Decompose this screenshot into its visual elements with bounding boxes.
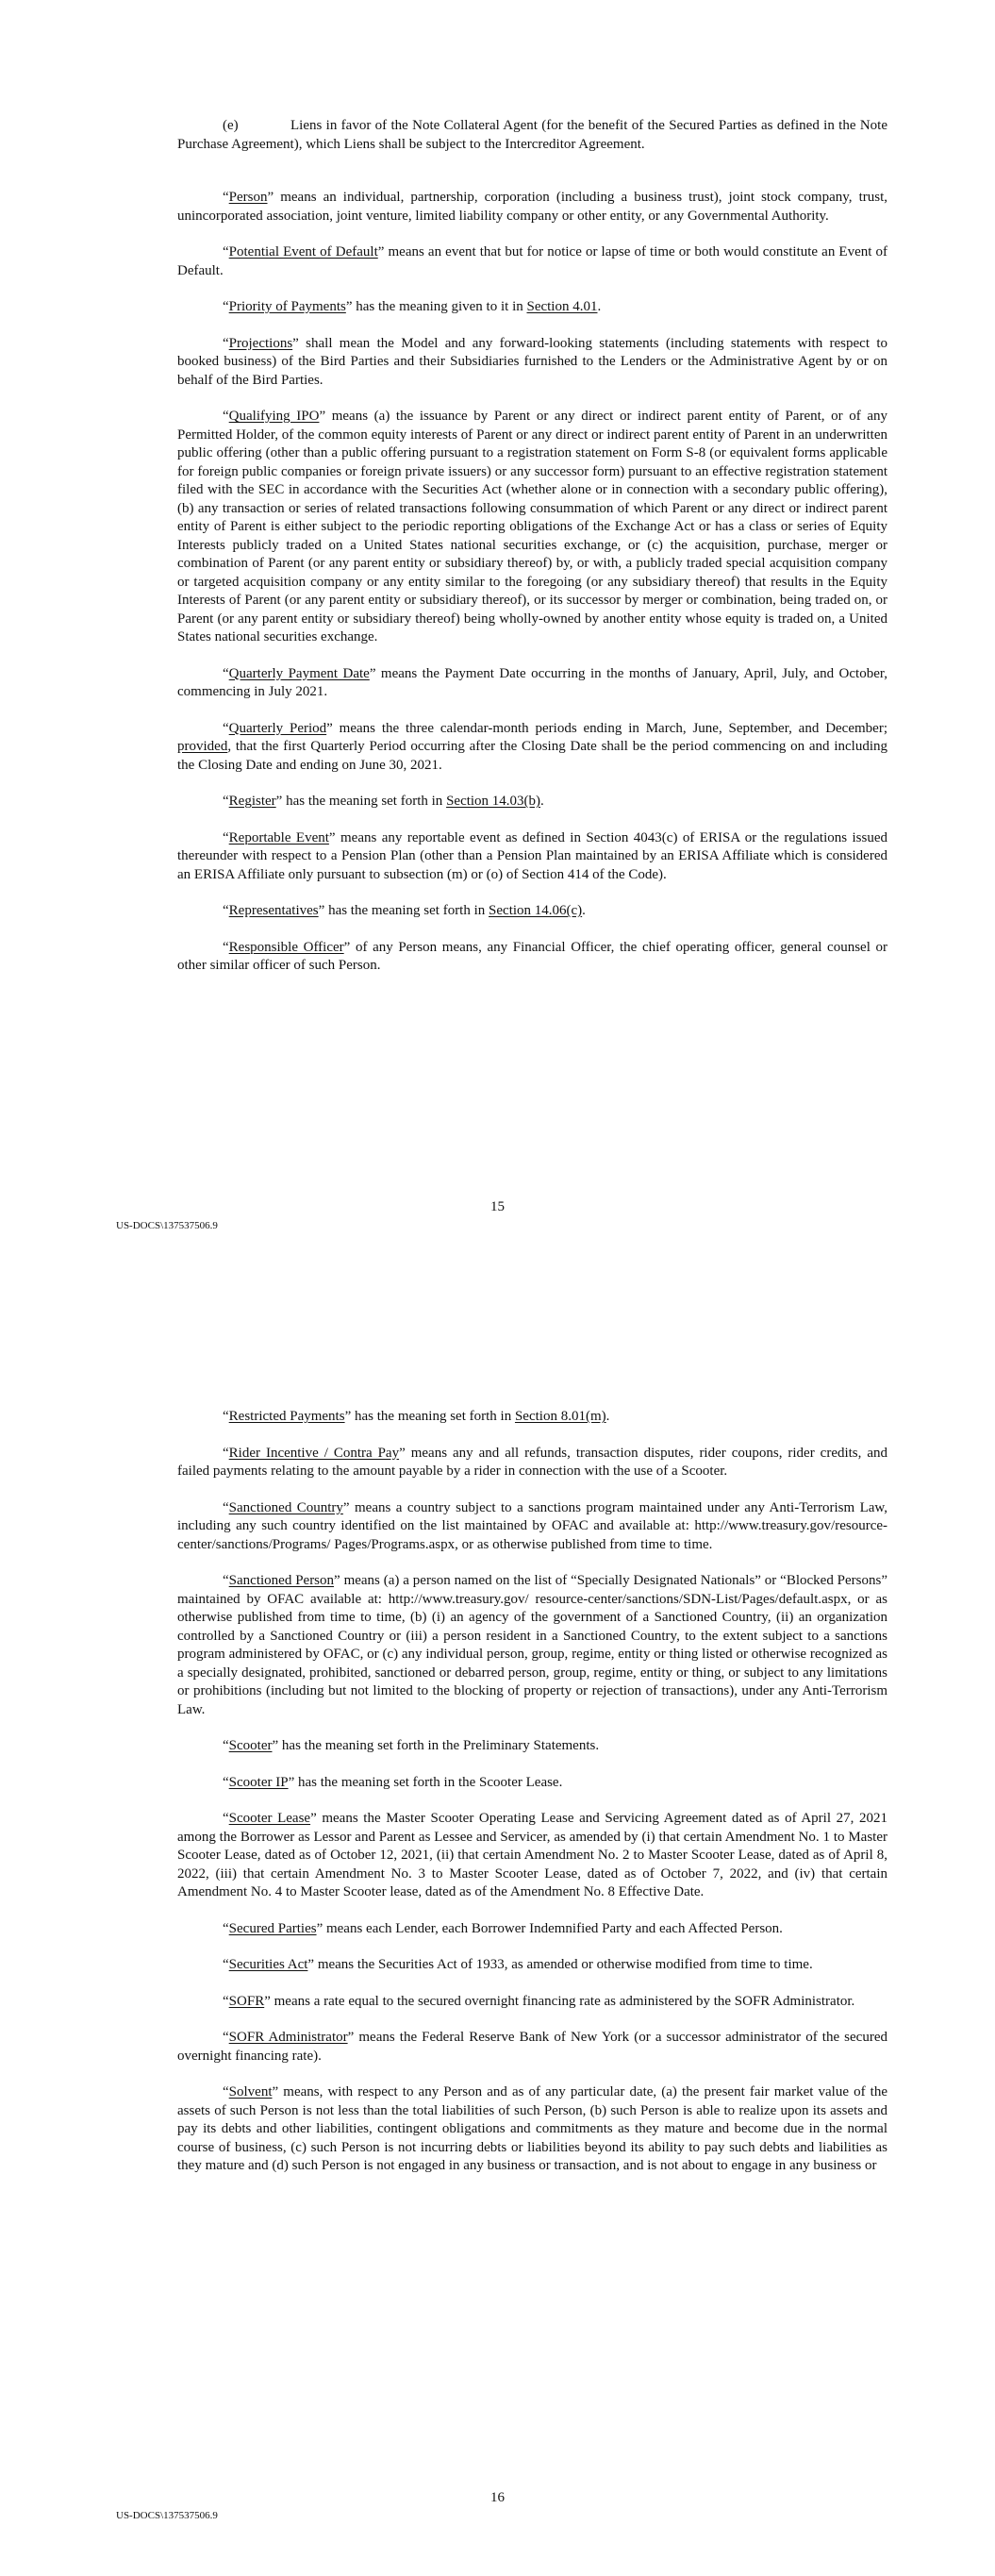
definition-text: has the meaning set forth in the Preliminary Statements.: [278, 1738, 600, 1753]
defined-term: Secured Parties: [228, 1920, 317, 1936]
defined-term: Rider Incentive / Contra Pay: [228, 1445, 400, 1461]
defined-term: Qualifying IPO: [228, 409, 320, 424]
defined-term: Scooter: [228, 1738, 273, 1753]
definition-paragraph: “Register” has the meaning set forth in Section 14.03(b).: [223, 794, 544, 809]
defined-term: Scooter Lease: [228, 1811, 311, 1826]
definition-text: of any Person means, any Financial Officer, the chief operating officer, general counsel or other similar officer of such Person.: [177, 939, 887, 973]
definition-paragraph: “Secured Parties” means each Lender, each Borrower Indemnified Party and each Affected Person.: [223, 1920, 783, 1936]
page-number: 16: [490, 2490, 505, 2505]
definition-text: means, with respect to any Person and as of any particular date, (a) the present fair market value of the assets of such Person is not less than the total liabilities of such Person, (b) such Person is able to realize upon its assets and pay its debts and other liabilities, contingent obligations and commitments as they mature and become due in the normal course of business, (c) such Person is not incurring debts or liabilities beyond its ability to pay such debts and liabilities as they mature and (d) such Person is not engaged in any business or transaction, and is not about to engage in any business or: [177, 2084, 887, 2173]
definition-paragraph: “SOFR” means a rate equal to the secured overnight financing rate as administered by the SOFR Administrator.: [223, 1993, 855, 2009]
defined-term: Solvent: [228, 2084, 273, 2099]
defined-term: Priority of Payments: [228, 299, 346, 314]
definition-text: means (a) the issuance by Parent or any direct or indirect parent entity of Parent, or of any Permitted Holder, of the common equity interests of Parent or any direct or indirect parent entity of Parent in an underwritten public offering (other than a public offering pursuant to a registration statement on Form S-8 (or equivalent forms applicable for foreign public companies or foreign private issuers) or any successor form) pursuant to an effective registration statement filed with the SEC in accordance with the Securities Act (whether alone or in connection with a secondary public offering), (b) any transaction or series of related transactions following consummation of which Parent or any direct or indirect parent entity of Parent is either subject to the periodic reporting obligations of the Exchange Act or has a class or series of Equity Interests publicly traded on a United States national securities exchange, or (c) the acquisition, purchase, merger or combination of Parent (or any parent entity or subsidiary thereof) by, or with, a publicly traded special acquisition company or targeted acquisition company or any entity similar to the foregoing (or any subsidiary thereof) that results in the Equity Interests of Parent (or any parent entity or subsidiary thereof), or its successor by merger or combination, being traded on, or Parent (or any parent entity or subsidiary thereof) being wholly-owned by another entity whose equity is traded on, a United States national securities exchange.: [177, 409, 887, 644]
definition-text-end: , that the first Quarterly Period occurring after the Closing Date shall be the period commencing on and including the Closing Date and ending on June 30, 2021.: [177, 739, 887, 773]
definition-paragraph: “Rider Incentive / Contra Pay” means any and all refunds, transaction disputes, rider coupons, rider credits, and failed payments relating to the amount payable by a rider in connection with the use of a Scooter.: [177, 1445, 888, 1479]
defined-term: SOFR: [228, 1993, 265, 2009]
definition-text: means the Federal Reserve Bank of New York (or a successor administrator of the secured overnight financing rate).: [177, 2030, 887, 2064]
definition-text-end: .: [540, 794, 544, 809]
definition-paragraph: “Securities Act” means the Securities Act of 1933, as amended or otherwise modified from time to time.: [223, 1957, 813, 1972]
definition-text: means the three calendar-month periods ending in March, June, September, and December;: [332, 720, 887, 736]
definition-paragraph: “Quarterly Payment Date” means the Payment Date occurring in the months of January, April, July, and October, commencing in July 2021.: [177, 665, 887, 699]
definition-text: has the meaning given to it in: [352, 299, 527, 314]
definition-paragraph: “Responsible Officer” of any Person means, any Financial Officer, the chief operating officer, general counsel or other similar officer of such Person.: [177, 939, 887, 973]
definition-text: means any reportable event as defined in Section 4043(c) of ERISA or the regulations issued thereunder with respect to a Pension Plan (other than a Pension Plan maintained by an ERISA Affiliate which is considered an ERISA Affiliate only pursuant to subsection (m) or (o) of Section 414 of the Code).: [177, 829, 887, 882]
defined-term: Reportable Event: [228, 829, 329, 845]
lien-item-e: [177, 117, 887, 154]
item-label: (e): [223, 118, 239, 133]
definition-text: means the Payment Date occurring in the months of January, April, July, and October, commencing in July 2021.: [177, 665, 887, 699]
definition-paragraph: “Scooter” has the meaning set forth in the Preliminary Statements.: [223, 1738, 600, 1753]
page-16: [0, 1288, 995, 2576]
definition-text: has the meaning set forth in the Scooter Lease.: [294, 1774, 563, 1790]
document-id: US-DOCS\137537506.9: [116, 1220, 218, 1231]
definition-paragraph: “Reportable Event” means any reportable event as defined in Section 4043(c) of ERISA or the regulations issued thereunder with respect to a Pension Plan (other than a Pension Plan maintained by an ERISA Affiliate which is considered an ERISA Affiliate only pursuant to subsection (m) or (o) of Section 414 of the Code).: [177, 829, 887, 882]
definition-text: has the meaning set forth in: [351, 1409, 515, 1424]
definition-paragraph: “Projections” shall mean the Model and any forward-looking statements (including statements with respect to booked business) of the Bird Parties and their Subsidiaries furnished to the Lenders or the Administrative Agent by or on behalf of the Bird Parties.: [177, 335, 887, 388]
definition-text: shall mean the Model and any forward-looking statements (including statements with respect to booked business) of the Bird Parties and their Subsidiaries furnished to the Lenders or the Administrative Agent by or on behalf of the Bird Parties.: [177, 335, 887, 388]
definition-text-end: .: [597, 299, 602, 314]
page-number: 15: [490, 1199, 505, 1214]
defined-term: Restricted Payments: [228, 1409, 345, 1424]
section-reference: Section 4.01: [526, 299, 598, 314]
defined-term: Securities Act: [228, 1957, 308, 1972]
defined-term: Sanctioned Country: [228, 1499, 343, 1515]
definition-text: means an event that but for notice or lapse of time or both would constitute an Event of Default.: [177, 244, 887, 278]
section-reference: Section 14.06(c): [489, 903, 583, 918]
definition-paragraph: “Sanctioned Person” means (a) a person named on the list of “Specially Designated Nationals” or “Blocked Persons” maintained by OFAC available at: http://www.treasury.gov/ resource-center/sanctions/SDN-List/Pages/default.aspx, or as otherwise published from time to time, (b) (i) an agency of the government of a Sanctioned Country, (ii) an organization controlled by a Sanctioned Country or (iii) a person resident in a Sanctioned Country, to the extent subject to a sanctions program administered by OFAC, or (c) any individual person, group, regime, entity or thing listed or otherwise recognized as a specially designated, prohibited, sanctioned or debarred person, group, regime, entity or thing, or subject to any limitations or prohibitions (including but not limited to the blocking of property or rejection of transactions), under any Anti-Terrorism Law.: [177, 1573, 888, 1717]
document-id: US-DOCS\137537506.9: [116, 2510, 218, 2521]
definition-text: has the meaning set forth in: [324, 903, 489, 918]
definition-text: means each Lender, each Borrower Indemnified Party and each Affected Person.: [323, 1920, 783, 1936]
defined-term: Projections: [228, 335, 293, 351]
defined-term: Sanctioned Person: [228, 1573, 335, 1588]
definition-text: means any and all refunds, transaction disputes, rider coupons, rider credits, and failed payments relating to the amount payable by a rider in connection with the use of a Scooter.: [177, 1445, 888, 1479]
page-15-content: [177, 117, 887, 154]
defined-term: SOFR Administrator: [228, 2030, 348, 2045]
defined-term: Responsible Officer: [228, 939, 344, 955]
defined-term: Person: [228, 190, 268, 205]
definition-text: means an individual, partnership, corporation (including a business trust), joint stock company, trust, unincorporated association, joint venture, limited liability company or other entity, or any Governmental Authority.: [177, 190, 887, 224]
definition-text: has the meaning set forth in: [282, 794, 447, 809]
definition-paragraph: “Qualifying IPO” means (a) the issuance by Parent or any direct or indirect parent entity of Parent, or of any Permitted Holder, of the common equity interests of Parent or any direct or indirect parent entity of Parent in an underwritten public offering (other than a public offering pursuant to a registration statement on Form S-8 (or equivalent forms applicable for foreign public companies or foreign private issuers) or any successor form) pursuant to an effective registration statement filed with the SEC in accordance with the Securities Act (whether alone or in connection with a secondary public offering), (b) any transaction or series of related transactions following consummation of which Parent or any direct or indirect parent entity of Parent is either subject to the periodic reporting obligations of the Exchange Act or has a class or series of Equity Interests publicly traded on a United States national securities exchange, or (c) the acquisition, purchase, merger or combination of Parent (or any parent entity or subsidiary thereof) by, or with, a publicly traded special acquisition company or targeted acquisition company or any entity similar to the foregoing (or any subsidiary thereof) that results in the Equity Interests of Parent (or any parent entity or subsidiary thereof), or its successor by merger or combination, being traded on, or Parent (or any parent entity or subsidiary thereof) being wholly-owned by another entity whose equity is traded on, a United States national securities exchange.: [177, 409, 887, 644]
item-text: Liens in favor of the Note Collateral Agent (for the benefit of the Secured Parties as defined in the Note Purchase Agreement), which Liens shall be subject to the Intercreditor Agreement.: [177, 118, 887, 152]
definition-paragraph: “Priority of Payments” has the meaning given to it in Section 4.01.: [223, 299, 602, 314]
defined-term: Potential Event of Default: [228, 244, 378, 259]
definition-paragraph: “Sanctioned Country” means a country subject to a sanctions program maintained under any Anti-Terrorism Law, including any such country identified on the list maintained by OFAC and available at: http://www.treasury.gov/resource-center/sanctions/Programs/ Pages/Programs.aspx, or as otherwise published from time to time.: [177, 1499, 887, 1552]
definition-paragraph: “Scooter Lease” means the Master Scooter Operating Lease and Servicing Agreement dated as of April 27, 2021 among the Borrower as Lessor and Parent as Lessee and Servicer, as amended by (i) that certain Amendment No. 1 to Master Scooter Lease, dated as of October 12, 2021, (ii) that certain Amendment No. 2 to Master Scooter Lease, dated as of April 8, 2022, (iii) that certain Amendment No. 3 to Master Scooter Lease, dated as of October 7, 2022, and (iv) that certain Amendment No. 4 to Master Scooter lease, dated as of the Amendment No. 8 Effective Date.: [177, 1811, 887, 1899]
defined-term: Quarterly Payment Date: [228, 665, 370, 681]
definition-paragraph: “SOFR Administrator” means the Federal Reserve Bank of New York (or a successor administrator of the secured overnight financing rate).: [177, 2030, 887, 2064]
section-reference: Section 8.01(m): [514, 1409, 606, 1424]
page-15-definitions: [177, 189, 887, 976]
definition-paragraph: “Person” means an individual, partnership, corporation (including a business trust), joint stock company, trust, unincorporated association, joint venture, limited liability company or other entity, or any Governmental Authority.: [177, 190, 887, 224]
proviso-term: provided: [177, 739, 228, 754]
page-16-definitions: [177, 1408, 887, 2176]
defined-term: Quarterly Period: [228, 720, 327, 736]
definition-paragraph: “Scooter IP” has the meaning set forth in the Scooter Lease.: [223, 1774, 563, 1790]
definition-paragraph: “Solvent” means, with respect to any Person and as of any particular date, (a) the present fair market value of the assets of such Person is not less than the total liabilities of such Person, (b) such Person is able to realize upon its assets and pay its debts and other liabilities, contingent obligations and commitments as they mature and become due in the normal course of business, (c) such Person is not incurring debts or liabilities beyond its ability to pay such debts and liabilities as they mature and (d) such Person is not engaged in any business or transaction, and is not about to engage in any business or: [177, 2084, 887, 2173]
definition-text-end: .: [605, 1409, 610, 1424]
section-reference: Section 14.03(b): [446, 794, 541, 809]
definition-text: means the Securities Act of 1933, as amended or otherwise modified from time to time.: [314, 1957, 813, 1972]
definition-paragraph: “Potential Event of Default” means an event that but for notice or lapse of time or both would constitute an Event of Default.: [177, 244, 887, 278]
defined-term: Register: [228, 794, 276, 809]
definition-paragraph: “Representatives” has the meaning set forth in Section 14.06(c).: [223, 903, 586, 918]
definition-paragraph: “Quarterly Period” means the three calendar-month periods ending in March, June, September, and December; provided, that the first Quarterly Period occurring after the Closing Date shall be the period commencing on and including the Closing Date and ending on June 30, 2021.: [177, 720, 887, 773]
definition-text-end: .: [582, 903, 586, 918]
definition-text: means a country subject to a sanctions program maintained under any Anti-Terrorism Law, including any such country identified on the list maintained by OFAC and available at: http://www.treasury.gov/resource-center/sanctions/Programs/ Pages/Programs.aspx, or as otherwise published from time to time.: [177, 1499, 887, 1552]
defined-term: Representatives: [228, 903, 319, 918]
definition-text: means the Master Scooter Operating Lease and Servicing Agreement dated as of April 27, 2021 among the Borrower as Lessor and Parent as Lessee and Servicer, as amended by (i) that certain Amendment No. 1 to Master Scooter Lease, dated as of October 12, 2021, (ii) that certain Amendment No. 2 to Master Scooter Lease, dated as of April 8, 2022, (iii) that certain Amendment No. 3 to Master Scooter Lease, dated as of October 7, 2022, and (iv) that certain Amendment No. 4 to Master Scooter lease, dated as of the Amendment No. 8 Effective Date.: [177, 1811, 887, 1899]
definition-text: means a rate equal to the secured overnight financing rate as administered by the SOFR Administrator.: [270, 1993, 855, 2009]
definition-text: means (a) a person named on the list of “Specially Designated Nationals” or “Blocked Persons” maintained by OFAC available at: http://www.treasury.gov/ resource-center/sanctions/SDN-List/Pages/default.aspx, or as otherwise published from time to time, (b) (i) an agency of the government of a Sanctioned Country, (ii) an organization controlled by a Sanctioned Country or (iii) a person resident in a Sanctioned Country, to the extent subject to a sanctions program administered by OFAC, or (c) any individual person, group, regime, entity or thing listed or otherwise recognized as a specially designated, prohibited, sanctioned or debarred person, group, regime, entity or thing, or subject to any limitations or prohibitions (including but not limited to the blocking of property or rejection of transactions), under any Anti-Terrorism Law.: [177, 1573, 888, 1717]
definition-paragraph: “Restricted Payments” has the meaning set forth in Section 8.01(m).: [223, 1409, 610, 1424]
defined-term: Scooter IP: [228, 1774, 289, 1790]
